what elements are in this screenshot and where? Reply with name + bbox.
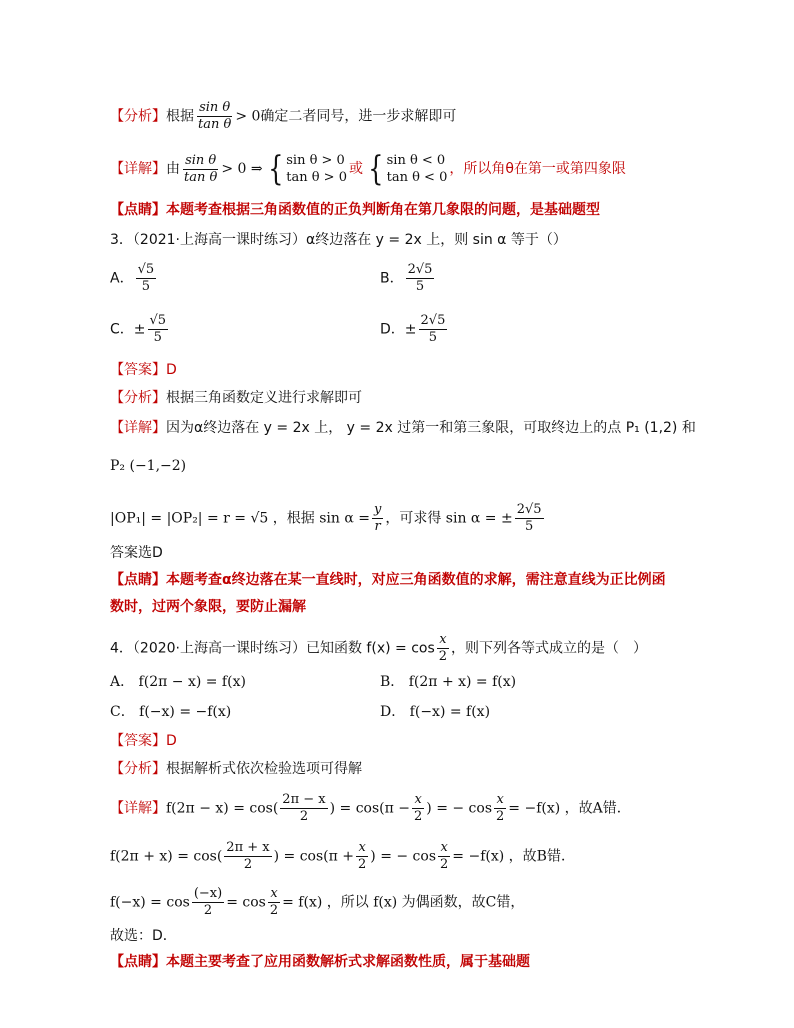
q2-comment-line	[110, 200, 600, 220]
fraction	[136, 262, 157, 295]
detail-text: 因为α终边落在 y = 2x 上， y = 2x 过第一和第三象限，可取终边上的点 P₁ (1,2) 和	[166, 420, 696, 436]
frac-num: sin θ	[199, 100, 231, 115]
fraction	[438, 840, 450, 873]
case-system: { sin θ > 0 tan θ > 0	[267, 149, 347, 189]
stem-text: 4．（2020·上海高一课时练习）已知函数 f(x) = cos	[110, 640, 435, 657]
comment-tag: 【点睛】	[110, 202, 166, 218]
q4-detail-line-2	[110, 840, 575, 873]
frac-den: 5	[525, 519, 534, 534]
fraction	[268, 886, 280, 919]
comment-tag: 【点睛】	[110, 572, 166, 588]
frac-den: 5	[153, 330, 162, 345]
comment-tag: 【点睛】	[110, 954, 166, 970]
relation: > 0 ⇒	[221, 161, 263, 177]
frac-den: 2	[243, 857, 253, 872]
frac-num: √5	[137, 262, 155, 277]
answer-value: D	[166, 733, 177, 749]
frac-den: 2	[438, 649, 448, 664]
q3-detail-line-2: P₂ (−1,−2)	[110, 458, 187, 474]
q3-option-c	[110, 313, 170, 346]
option-label: A．	[110, 270, 134, 287]
relation: > 0	[235, 108, 261, 125]
frac-den: tan θ	[184, 169, 218, 185]
option-label: B．	[380, 270, 404, 287]
fraction	[372, 502, 383, 535]
q4-detail-line-3	[110, 886, 524, 919]
q4-option-a: A． f(2π − x) = f(x)	[110, 674, 246, 690]
q4-option-c: C． f(−x) = −f(x)	[110, 704, 232, 720]
fraction	[196, 100, 233, 133]
detail-text: = f(x) ，所以 f(x) 为偶函数，故C错，	[282, 894, 525, 911]
case-row: tan θ < 0	[386, 170, 448, 185]
detail-text: |OP₁| = |OP₂| = r = √5 ，根据 sin α =	[110, 510, 370, 527]
analysis-text: 根据三角函数定义进行求解即可	[166, 390, 362, 406]
fraction	[280, 792, 327, 825]
q2-detail-line	[110, 149, 626, 189]
q3-analysis-line	[110, 388, 362, 408]
fraction	[406, 262, 435, 295]
fraction	[419, 313, 448, 346]
q2-analysis-line	[110, 100, 456, 133]
fraction	[182, 153, 219, 186]
detail-pre: 由	[166, 161, 180, 177]
q3-detail-line-3	[110, 502, 546, 535]
frac-num: 2√5	[420, 313, 446, 328]
frac-den: tan θ	[198, 117, 232, 132]
analysis-pre: 根据	[166, 108, 194, 125]
frac-num: x	[270, 886, 278, 901]
detail-text: ) = − cos	[370, 848, 437, 865]
q3-detail-line-1	[110, 418, 696, 438]
comment-text: 本题主要考查了应用函数解析式求解函数性质，属于基础题	[166, 954, 530, 970]
q3-comment-line-1	[110, 570, 666, 590]
analysis-post: 确定二者同号，进一步求解即可	[260, 108, 457, 125]
frac-num: 2π + x	[226, 840, 270, 855]
frac-den: 2	[269, 903, 279, 918]
fraction	[224, 840, 271, 873]
q4-choose-line: 故选：D．	[110, 928, 177, 944]
comment-text: 本题考查根据三角函数值的正负判断角在第几象限的问题，是基础题型	[166, 202, 600, 218]
q4-analysis-line	[110, 759, 362, 779]
q4-stem	[110, 632, 647, 665]
fraction	[515, 502, 544, 535]
frac-den: 2	[440, 857, 449, 872]
detail-text: ) = cos(π +	[273, 848, 354, 865]
frac-num: 2√5	[407, 262, 433, 277]
detail-text: f(2π − x) = cos(	[166, 800, 279, 817]
frac-num: x	[439, 632, 447, 647]
detail-text: f(2π + x) = cos(	[110, 848, 223, 865]
frac-den: 2	[358, 857, 367, 872]
frac-num: 2π − x	[282, 792, 326, 807]
detail-post: ，所以角θ在第一或第四象限	[449, 161, 626, 177]
detail-text: = cos	[226, 894, 266, 911]
option-label: C．±	[110, 321, 146, 338]
answer-tag: 【答案】	[110, 733, 166, 749]
frac-den: 5	[415, 279, 425, 294]
detail-text: ) = − cos	[426, 800, 493, 817]
fraction	[148, 313, 169, 346]
fraction	[192, 886, 224, 919]
detail-text: ，可求得 sin α = ±	[385, 510, 513, 527]
detail-tag: 【详解】	[110, 161, 166, 177]
answer-tag: 【答案】	[110, 362, 166, 378]
frac-den: r	[374, 519, 381, 534]
frac-den: 2	[496, 809, 505, 824]
frac-num: y	[373, 502, 382, 517]
q3-choose-line: 答案选D	[110, 545, 163, 561]
analysis-tag: 【分析】	[110, 761, 166, 777]
detail-text: f(−x) = cos	[110, 894, 190, 911]
q4-answer-line	[110, 731, 177, 751]
fraction	[356, 840, 368, 873]
analysis-tag: 【分析】	[110, 390, 166, 406]
q4-option-b: B． f(2π + x) = f(x)	[380, 674, 517, 690]
detail-text: = −f(x) ，故A错．	[508, 800, 631, 817]
case-row: sin θ > 0	[286, 153, 345, 168]
case-system: { sin θ < 0 tan θ < 0	[368, 149, 448, 189]
stem-text: ，则下列各等式成立的是（ ）	[451, 640, 648, 657]
analysis-tag: 【分析】	[110, 108, 166, 125]
analysis-text: 根据解析式依次检验选项可得解	[166, 761, 362, 777]
frac-num: x	[358, 840, 366, 855]
frac-num: sin θ	[185, 152, 217, 168]
q3-comment-line-2: 数时，过两个象限，要防止漏解	[110, 599, 306, 615]
frac-num: x	[414, 792, 422, 807]
frac-den: 5	[141, 279, 150, 294]
frac-den: 2	[203, 903, 213, 918]
q3-stem: 3．（2021·上海高一课时练习）α终边落在 y = 2x 上，则 sin α 等于（）	[110, 232, 567, 248]
case-row: tan θ > 0	[286, 170, 347, 185]
comment-text: 本题考查α终边落在某一直线时，对应三角函数值的求解，需注意直线为正比例函	[166, 572, 666, 588]
q3-answer-line	[110, 360, 177, 380]
frac-den: 5	[428, 330, 438, 345]
answer-value: D	[166, 362, 177, 378]
q4-option-d: D． f(−x) = f(x)	[380, 704, 491, 720]
option-label: D．±	[380, 321, 417, 338]
q4-detail-line-1	[110, 792, 631, 825]
q3-option-a	[110, 262, 158, 295]
or-text: 或	[348, 161, 363, 177]
q3-option-d	[380, 313, 449, 346]
detail-text: ) = cos(π −	[329, 800, 410, 817]
frac-num: √5	[149, 313, 167, 328]
frac-num: x	[440, 840, 448, 855]
detail-text: = −f(x) ，故B错．	[452, 848, 575, 865]
fraction	[412, 792, 424, 825]
frac-num: (−x)	[193, 886, 223, 901]
detail-tag: 【详解】	[110, 420, 166, 436]
frac-den: 2	[299, 809, 309, 824]
fraction	[494, 792, 506, 825]
detail-tag: 【详解】	[110, 800, 166, 817]
frac-num: x	[496, 792, 504, 807]
frac-num: 2√5	[516, 502, 542, 517]
q3-option-b	[380, 262, 436, 295]
fraction	[437, 632, 449, 665]
frac-den: 2	[414, 809, 423, 824]
q4-comment-line	[110, 952, 530, 972]
case-row: sin θ < 0	[386, 153, 446, 168]
